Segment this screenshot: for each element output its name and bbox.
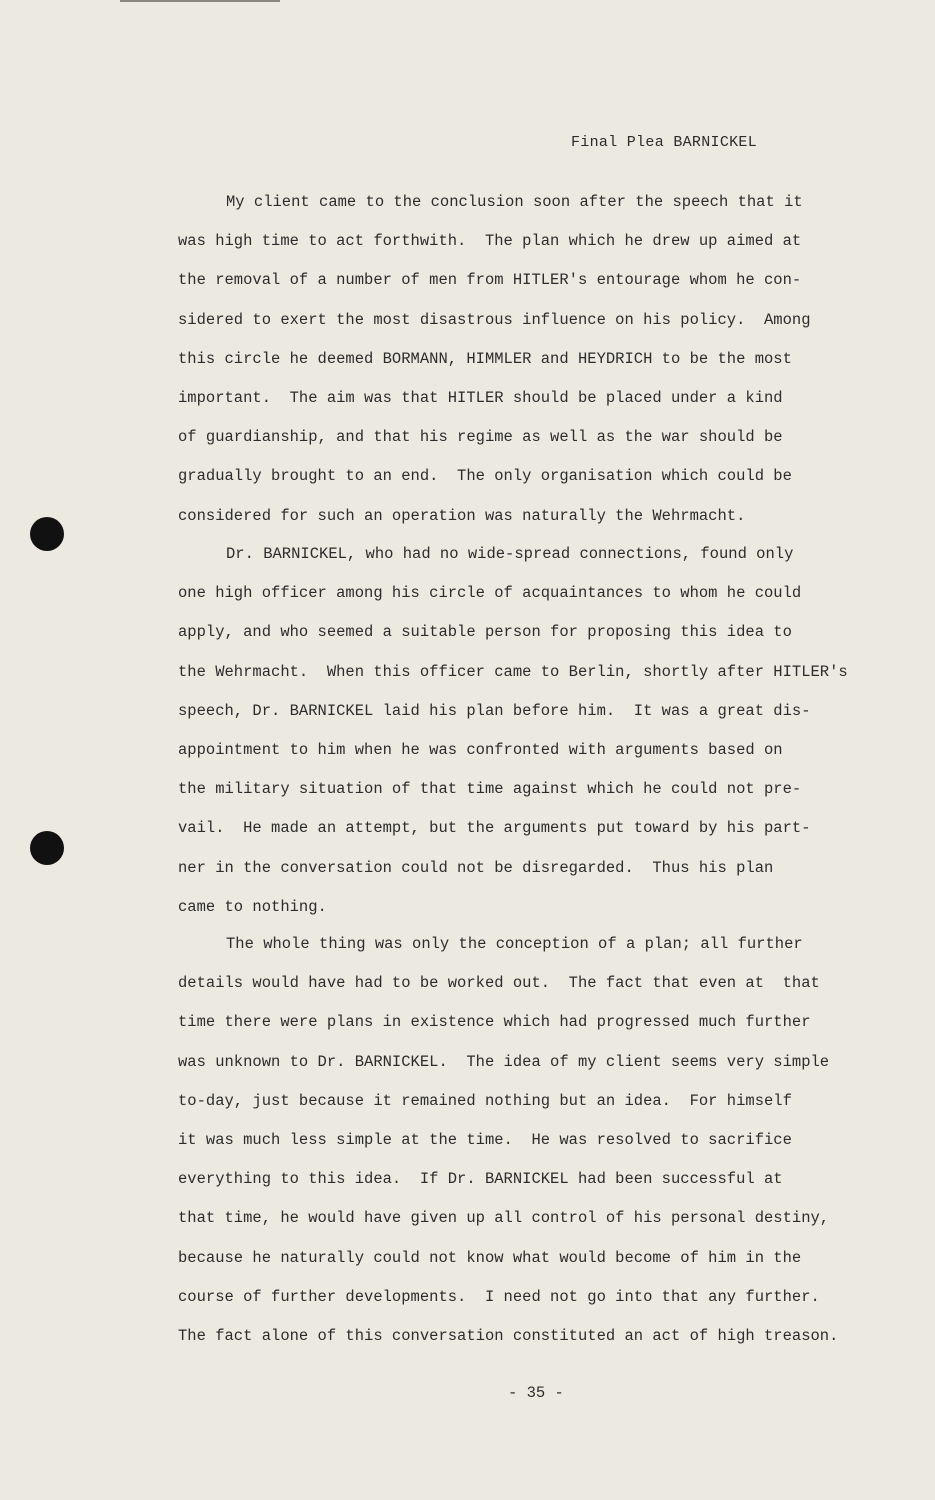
text-line: of guardianship, and that his regime as well as the war should be xyxy=(178,428,783,447)
text-line: the removal of a number of men from HITLER's entourage whom he con- xyxy=(178,271,802,290)
text-line: ner in the conversation could not be disregarded. Thus his plan xyxy=(178,858,774,877)
text-line: the Wehrmacht. When this officer came to Berlin, shortly after HITLER's xyxy=(178,662,848,681)
text-line: My client came to the conclusion soon after the speech that it xyxy=(226,193,803,211)
text-line: it was much less simple at the time. He was resolved to sacrifice xyxy=(178,1130,792,1149)
paragraph-1 xyxy=(178,192,868,545)
punch-hole xyxy=(30,517,64,551)
text-line: came to nothing. xyxy=(178,897,327,916)
text-line: this circle he deemed BORMANN, HIMMLER and HEYDRICH to be the most xyxy=(178,349,792,368)
text-line: apply, and who seemed a suitable person for proposing this idea to xyxy=(178,623,792,642)
text-line: time there were plans in existence which had progressed much further xyxy=(178,1013,811,1032)
text-line: speech, Dr. BARNICKEL laid his plan before him. It was a great dis- xyxy=(178,701,811,720)
text-line: the military situation of that time against which he could not pre- xyxy=(178,780,802,799)
text-line: appointment to him when he was confronted with arguments based on xyxy=(178,740,783,759)
paragraph-2 xyxy=(178,544,868,936)
text-line: one high officer among his circle of acquaintances to whom he could xyxy=(178,584,802,603)
text-line: course of further developments. I need not go into that any further. xyxy=(178,1287,820,1306)
text-line: The whole thing was only the conception of a plan; all further xyxy=(226,935,803,953)
text-line: was unknown to Dr. BARNICKEL. The idea of my client seems very simple xyxy=(178,1052,830,1071)
text-line: was high time to act forthwith. The plan which he drew up aimed at xyxy=(178,232,802,251)
text-line: to-day, just because it remained nothing but an idea. For himself xyxy=(178,1091,792,1110)
text-line: because he naturally could not know what would become of him in the xyxy=(178,1248,802,1267)
text-line: that time, he would have given up all control of his personal destiny, xyxy=(178,1209,830,1228)
text-line: everything to this idea. If Dr. BARNICKEL had been successful at xyxy=(178,1170,783,1189)
text-line: The fact alone of this conversation constituted an act of high treason. xyxy=(178,1326,839,1345)
text-line: details would have had to be worked out. The fact that even at that xyxy=(178,974,820,993)
text-line: gradually brought to an end. The only organisation which could be xyxy=(178,467,792,486)
paragraph-3 xyxy=(178,934,868,1365)
page-number: - 35 - xyxy=(508,1384,564,1402)
text-line: sidered to exert the most disastrous influence on his policy. Among xyxy=(178,310,811,329)
punch-hole xyxy=(30,831,64,865)
top-edge-line xyxy=(120,0,280,2)
text-line: considered for such an operation was naturally the Wehrmacht. xyxy=(178,506,746,525)
document-header: Final Plea BARNICKEL xyxy=(571,134,758,151)
text-line: Dr. BARNICKEL, who had no wide-spread connections, found only xyxy=(226,545,794,563)
text-line: important. The aim was that HITLER should be placed under a kind xyxy=(178,388,783,407)
text-line: vail. He made an attempt, but the arguments put toward by his part- xyxy=(178,819,811,838)
